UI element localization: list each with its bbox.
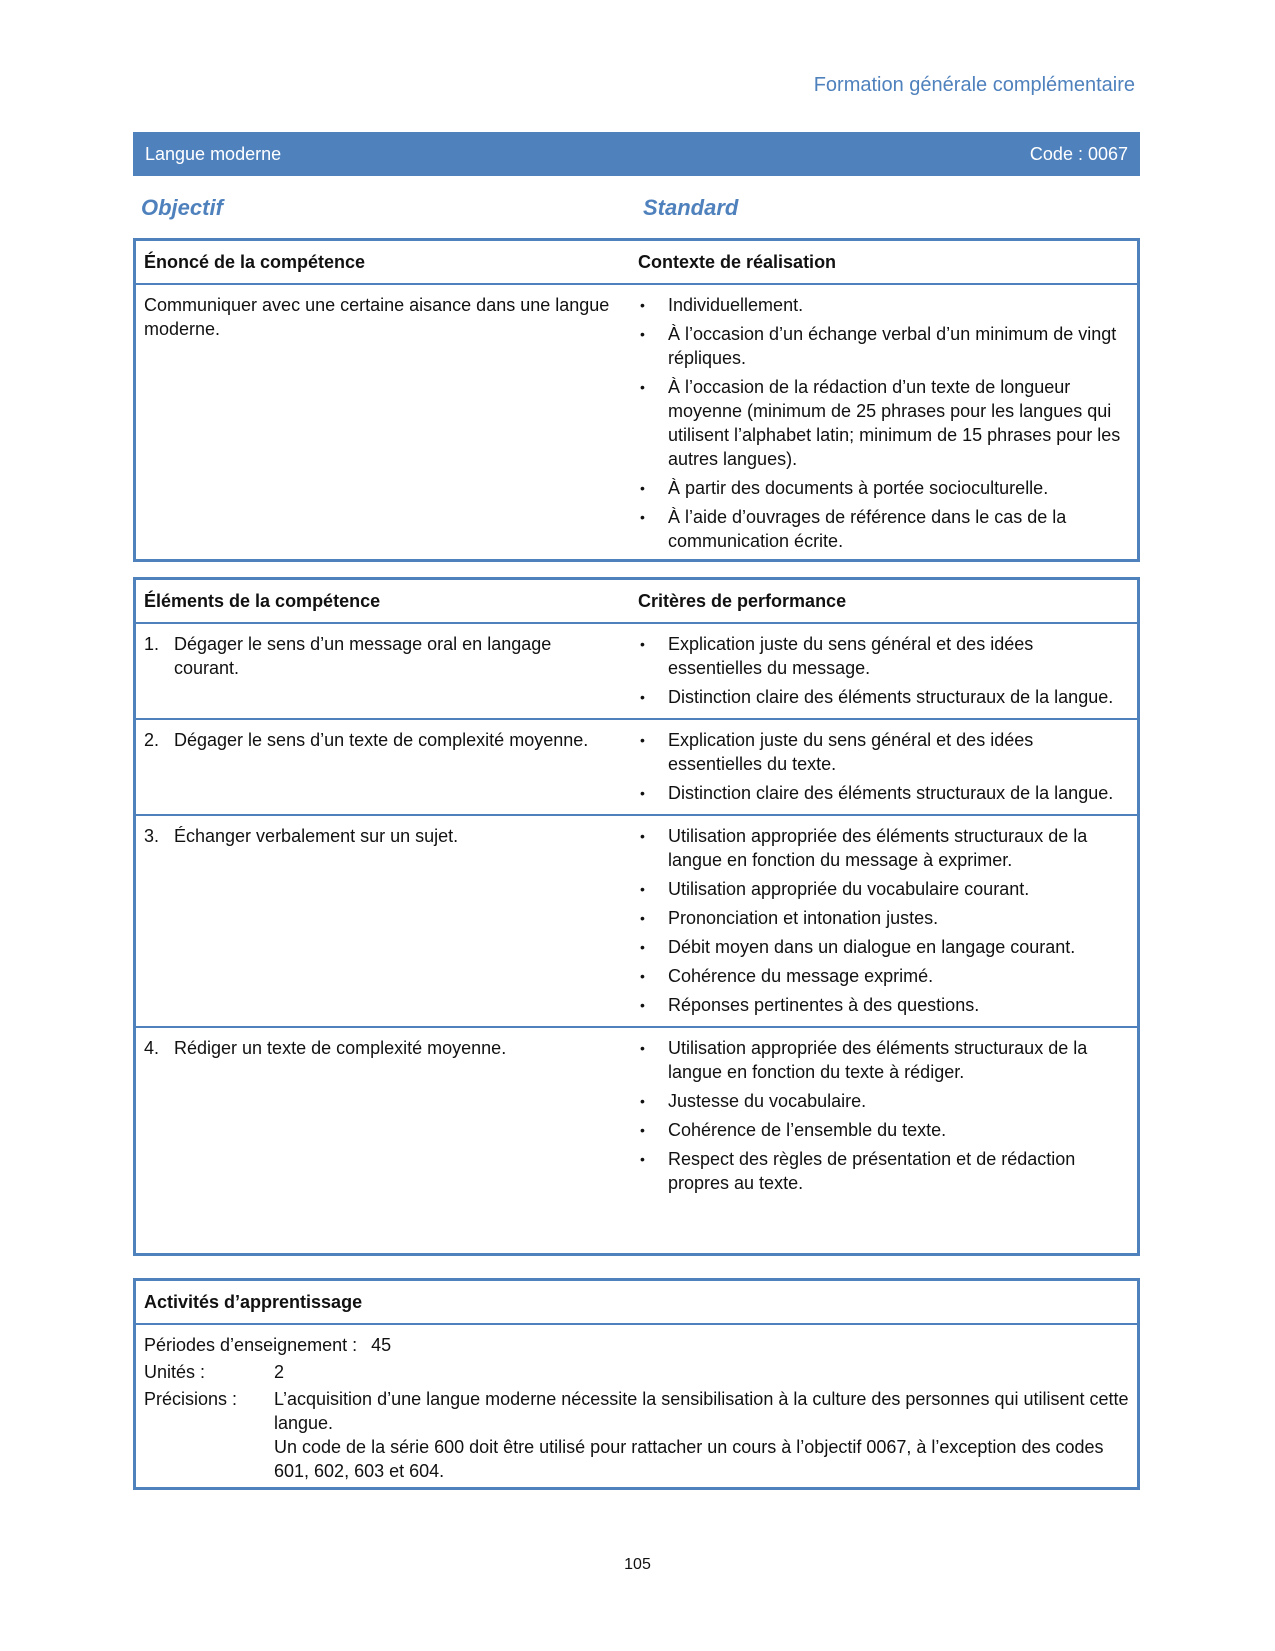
element-number: 4. (144, 1038, 160, 1058)
periods-row (144, 1333, 1129, 1357)
criterion-text: Cohérence du message exprimé. (668, 966, 934, 986)
program-header: Formation générale complémentaire (813, 74, 1135, 96)
units-label: Unités : (144, 1362, 206, 1382)
bullet-icon: • (640, 689, 645, 705)
element-number: 2. (144, 730, 160, 750)
subject-code: Code : 0067 (1029, 143, 1128, 164)
criterion-item (638, 824, 1129, 872)
criterion-item (638, 781, 1129, 805)
element-number: 3. (144, 826, 160, 846)
activities-heading: Activités d’apprentissage (144, 1291, 363, 1312)
context-heading: Contexte de réalisation (638, 251, 837, 272)
criteria-list (638, 632, 1129, 709)
table-row (136, 814, 1137, 1026)
bullet-icon: • (640, 968, 645, 984)
criterion-text: Prononciation et intonation justes. (668, 908, 939, 928)
bullet-icon: • (640, 732, 645, 748)
criterion-text: Utilisation appropriée des éléments structuraux de la langue en fonction du texte à rédiger. (668, 1038, 1088, 1082)
bullet-icon: • (640, 785, 645, 801)
competence-element (144, 824, 618, 848)
context-item (638, 293, 1129, 317)
criterion-text: Distinction claire des éléments structuraux de la langue. (668, 687, 1114, 707)
periods-value: 45 (371, 1335, 392, 1355)
bullet-icon: • (640, 379, 645, 395)
bullet-icon: • (640, 509, 645, 525)
criterion-item (638, 1147, 1129, 1195)
criterion-item (638, 685, 1129, 709)
criterion-text: Utilisation appropriée du vocabulaire courant. (668, 879, 1030, 899)
units-value: 2 (274, 1362, 285, 1382)
criterion-item (638, 632, 1129, 680)
criterion-item (638, 728, 1129, 776)
criterion-item (638, 1118, 1129, 1142)
competence-element (144, 728, 618, 752)
criterion-item (638, 1036, 1129, 1084)
table-row (136, 285, 1137, 562)
table-header (136, 241, 1137, 285)
criterion-text: Justesse du vocabulaire. (668, 1091, 867, 1111)
criterion-text: Respect des règles de présentation et de rédaction propres au texte. (668, 1149, 1076, 1193)
bullet-icon: • (640, 828, 645, 844)
page-number: 105 (624, 1556, 651, 1573)
criteria-list (638, 728, 1129, 805)
element-text: Rédiger un texte de complexité moyenne. (174, 1038, 507, 1058)
criterion-item (638, 935, 1129, 959)
bullet-icon: • (640, 480, 645, 496)
bullet-icon: • (640, 636, 645, 652)
learning-activities-table (133, 1278, 1140, 1490)
details-text-2: Un code de la série 600 doit être utilisé pour rattacher un cours à l’objectif 0067, à l’exception des codes 601, 602, 603 et 604. (274, 1437, 1104, 1481)
bullet-icon: • (640, 1093, 645, 1109)
competence-element (144, 1036, 618, 1060)
element-text: Dégager le sens d’un texte de complexité moyenne. (174, 730, 589, 750)
bullet-icon: • (640, 1151, 645, 1167)
periods-label: Périodes d’enseignement : (144, 1335, 358, 1355)
objective-heading: Objectif (141, 195, 223, 220)
units-row (144, 1360, 1129, 1384)
context-text: À l’occasion d’un échange verbal d’un minimum de vingt répliques. (668, 324, 1117, 368)
details-text-1: L’acquisition d’une langue moderne nécessite la sensibilisation à la culture des personnes qui utilisent cette langue. (274, 1389, 1129, 1433)
criteria-list (638, 824, 1129, 1017)
element-text: Échanger verbalement sur un sujet. (174, 826, 459, 846)
details-row (144, 1387, 1129, 1483)
criterion-item (638, 993, 1129, 1017)
context-item (638, 375, 1129, 471)
table-row (136, 1026, 1137, 1204)
context-text: Individuellement. (668, 295, 804, 315)
table-header (136, 580, 1137, 624)
context-text: À l’occasion de la rédaction d’un texte de longueur moyenne (minimum de 25 phrases pour les langues qui utilisent l’alphabet latin; minimum de 15 phrases pour les autres langues). (668, 377, 1121, 469)
elements-heading: Éléments de la compétence (144, 590, 381, 611)
bullet-icon: • (640, 881, 645, 897)
criteria-heading: Critères de performance (638, 590, 847, 611)
bullet-icon: • (640, 297, 645, 313)
criterion-item (638, 1089, 1129, 1113)
criterion-text: Débit moyen dans un dialogue en langage courant. (668, 937, 1076, 957)
table-row (136, 718, 1137, 814)
bullet-icon: • (640, 326, 645, 342)
bullet-icon: • (640, 910, 645, 926)
criterion-text: Réponses pertinentes à des questions. (668, 995, 980, 1015)
context-item (638, 322, 1129, 370)
bullet-icon: • (640, 1122, 645, 1138)
context-text: À l’aide d’ouvrages de référence dans le cas de la communication écrite. (668, 507, 1067, 551)
element-text: Dégager le sens d’un message oral en langage courant. (174, 634, 552, 678)
criterion-text: Cohérence de l’ensemble du texte. (668, 1120, 947, 1140)
subject-title: Langue moderne (145, 143, 282, 164)
criterion-text: Distinction claire des éléments structuraux de la langue. (668, 783, 1114, 803)
context-item (638, 476, 1129, 500)
criteria-list (638, 1036, 1129, 1195)
bullet-icon: • (640, 1040, 645, 1056)
title-bar (133, 132, 1140, 176)
criterion-text: Utilisation appropriée des éléments structuraux de la langue en fonction du message à exprimer. (668, 826, 1088, 870)
context-list (638, 293, 1129, 553)
criterion-item (638, 906, 1129, 930)
table-row (136, 624, 1137, 718)
table-header (136, 1281, 1137, 1325)
context-item (638, 505, 1129, 553)
context-text: À partir des documents à portée socioculturelle. (668, 478, 1049, 498)
criterion-text: Explication juste du sens général et des idées essentielles du message. (668, 634, 1034, 678)
bullet-icon: • (640, 939, 645, 955)
criterion-item (638, 877, 1129, 901)
criterion-text: Explication juste du sens général et des idées essentielles du texte. (668, 730, 1034, 774)
competence-statement-table (133, 238, 1140, 562)
statement-heading: Énoncé de la compétence (144, 251, 366, 272)
standard-heading: Standard (643, 195, 739, 220)
competence-element (144, 632, 618, 680)
bullet-icon: • (640, 997, 645, 1013)
competence-elements-table (133, 577, 1140, 1256)
element-number: 1. (144, 634, 160, 654)
competence-statement: Communiquer avec une certaine aisance dans une langue moderne. (144, 295, 610, 339)
details-label: Précisions : (144, 1389, 238, 1409)
criterion-item (638, 964, 1129, 988)
